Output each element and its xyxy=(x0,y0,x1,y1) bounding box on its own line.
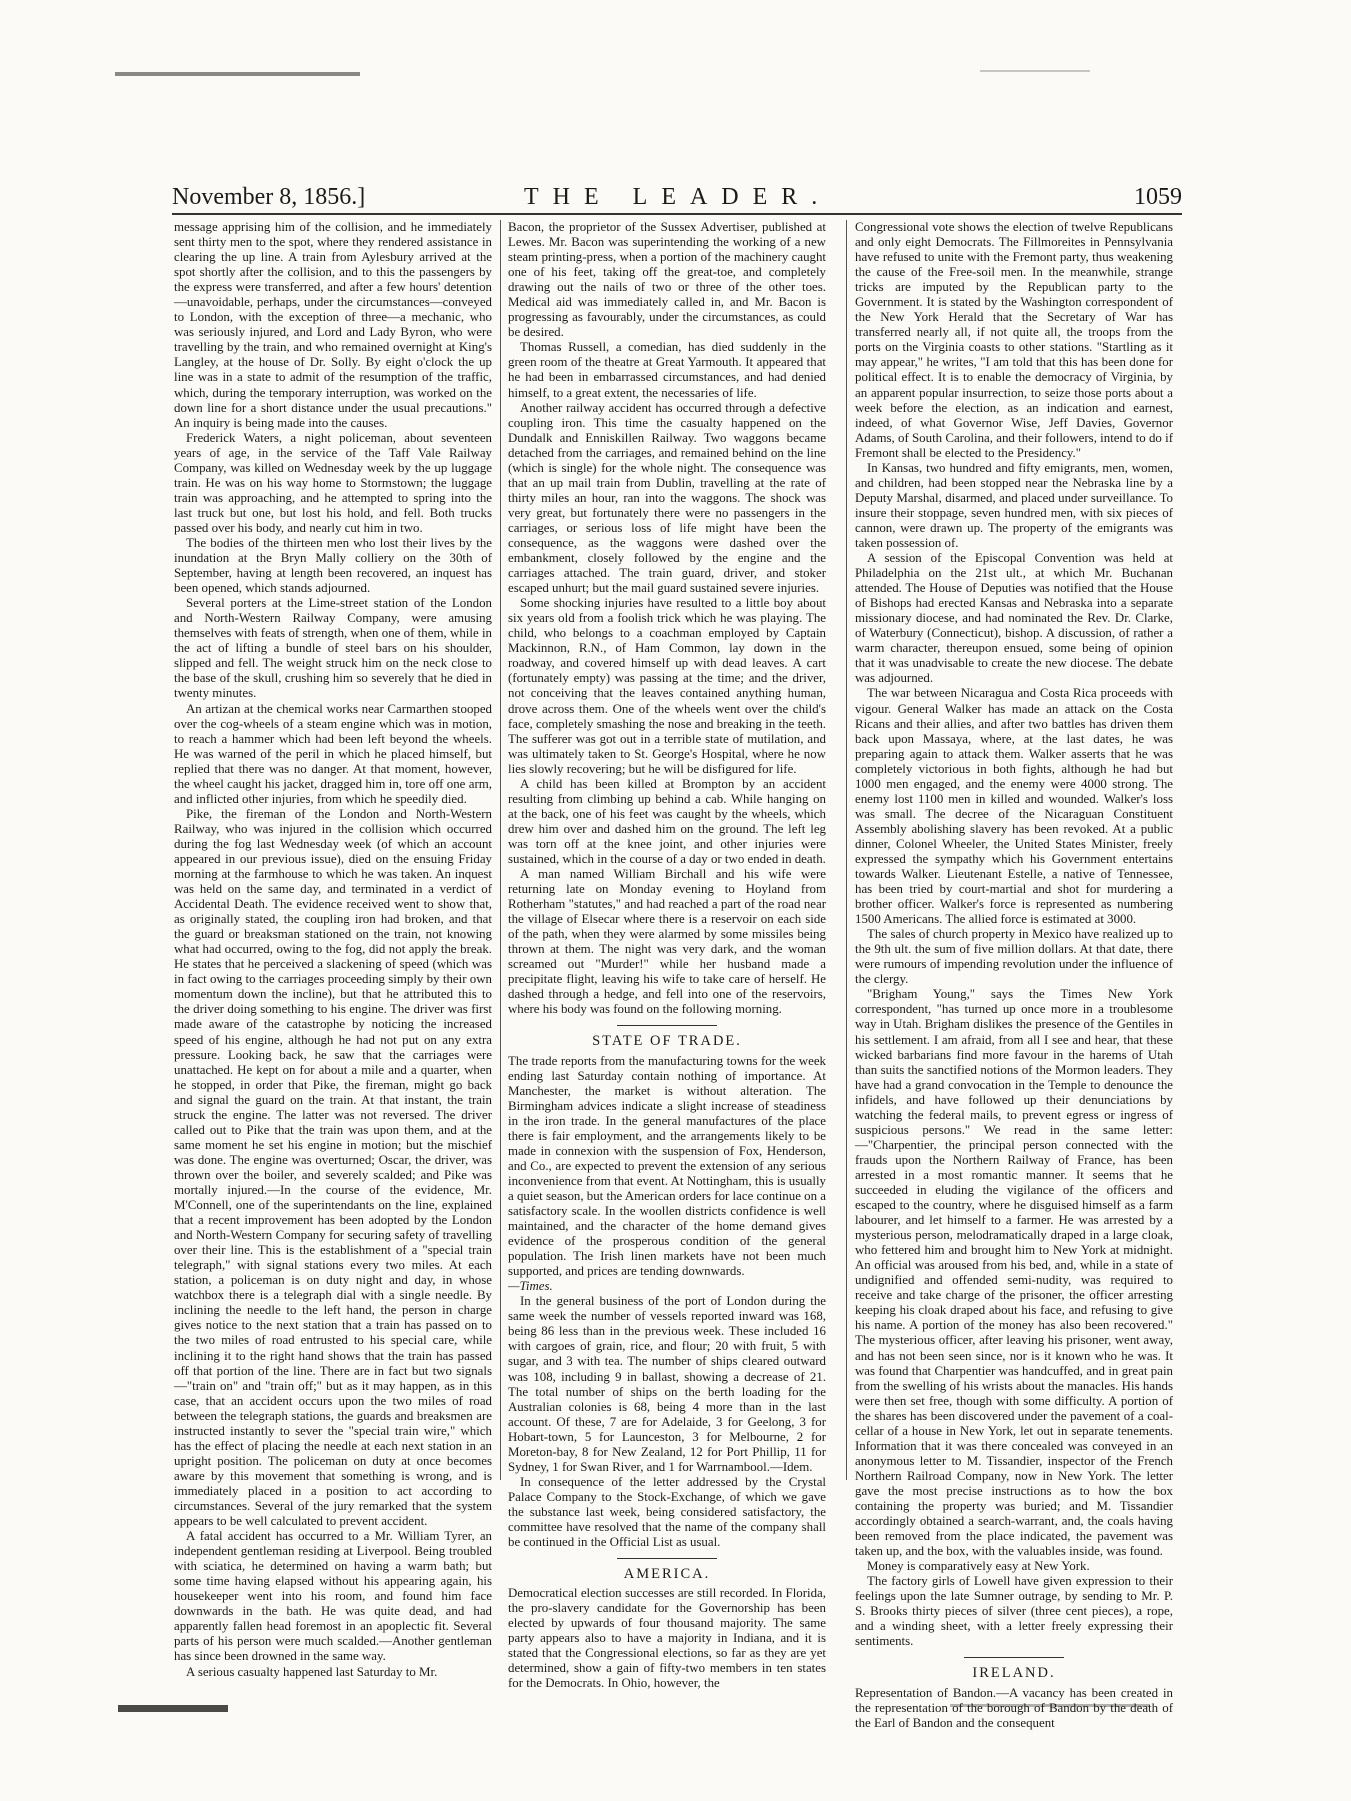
section-separator xyxy=(964,1657,1064,1658)
section-title-trade: STATE OF TRADE. xyxy=(592,1033,742,1050)
paragraph: A serious casualty happened last Saturday to Mr. xyxy=(186,1664,438,1679)
paragraph: The factory girls of Lowell have given expression to their feelings upon the late Sumner outrage, by sending to Mr. P. S. Brooks thirty pieces of silver (three cent pieces), a rope, and a winding sheet, with a letter freely expressing their sentiments. xyxy=(855,1574,1173,1649)
column-divider-1 xyxy=(500,220,501,1480)
paragraph: The war between Nicaragua and Costa Rica proceeds with vigour. General Walker has made an attack on the Costa Ricans and their allies, and after two battles has driven them back upon Massaya, where, at the last dates, he was preparing again to attack them. Walker asserts that he was completely victorious in both fights, although he had but 1000 men engaged, and the enemy were 4000 strong. The enemy lost 1100 men in killed and wounded. Walker's loss was small. The decree of the Nicaraguan Constituent Assembly abolishing slavery has been revoked. At a public dinner, Colonel Wheeler, the United States Minister, freely expressed the sympathy which his Government entertains towards Walker. Lieutenant Estelle, a native of Tennessee, has been tried by court-martial and shot for murdering a brother officer. Walker's force is represented as numbering 1500 Americans. The allied force is estimated at 3000. xyxy=(855,686,1173,927)
paragraph: message apprising him of the collision, and he immediately sent thirty men to the spot, where they rendered assistance in clearing the up line. A train from Aylesbury arrived at the spot shortly after the collision, and to this the passengers by the express were transferred, and after a few hours' detention—unavoidable, perhaps, under the circumstances—conveyed to London, with the exception of three—a mechanic, who was seriously injured, and Lord and Lady Byron, who were travelling by the train, and who remained overnight at King's Langley, at the house of Dr. Solly. By eight o'clock the up line was in a state to admit of the resumption of the traffic, which, during the temporary interruption, was worked on the down line for a short distance under the usual precautions." An inquiry is being made into the causes. xyxy=(174,220,492,430)
paragraph: Several porters at the Lime-street station of the London and North-Western Railway Company, were amusing themselves with feats of strength, when one of them, while in the act of lifting a bundle of steel bars on his shoulder, slipped and fell. The weight struck him on the neck close to the base of the skull, crushing him so severely that he died in twenty minutes. xyxy=(174,596,492,701)
header-rule xyxy=(172,213,1182,215)
paragraph: A man named William Birchall and his wife were returning late on Monday evening to Hoyland from Rotherham "statutes," and had reached a part of the road near the village of Elsecar where there is a reservoir on each side of the path, when they were alarmed by some missiles being thrown at them. The night was very dark, and the woman screamed out "Murder!" while her husband made a precipitate flight, leaving his wife to take care of herself. He dashed through a hedge, and fell into one of the reservoirs, where his body was found on the following morning. xyxy=(508,867,826,1017)
section-title-ireland: IRELAND. xyxy=(972,1665,1056,1682)
paragraph: A session of the Episcopal Convention was held at Philadelphia on the 21st ult., at which Mr. Buchanan attended. The House of Deputies was notified that the House of Bishops had erected Kansas and Nebraska into a separate missionary diocese, and had nominated the Rev. Dr. Clarke, of Waterbury (Connecticut), bishop. A discussion, of rather a warm character, thereupon ensued, some being of opinion that it was unadvisable to create the new diocese. The debate was adjourned. xyxy=(855,551,1173,686)
scan-smudge-top-right xyxy=(980,70,1090,72)
paragraph: Pike, the fireman of the London and North-Western Railway, who was injured in the collision which occurred during the fog last Wednesday week (of which an account appeared in our previous issue), died on the ensuing Friday morning at the farmhouse to which he was taken. An inquest was held on the same day, and terminated in a verdict of Accidental Death. The evidence received went to show that, as originally stated, the coupling iron had broken, and that the guard or breaksman stationed on the train, not knowing what had occurred, owing to the fog, did not apply the break. He states that he perceived a slackening of speed (which was in fact owing to the carriages proceeding simply by their own momentum down the incline), but that he attributed this to the driver doing something to his engine. The driver was first made aware of the catastrophe by noticing the increased speed of his engine, although he had not put on any extra pressure. Looking back, he saw that the carriages were unattached. He kept on for about a mile and a quarter, when he stopped, in order that Pike, the fireman, might go back and signal the guard on the train. At that instant, the train struck the engine. The latter was not reversed. The driver called out to Pike that the train was upon them, and at the same moment he set his engine in motion; but the mischief was done. The engine was overturned; Oscar, the driver, was thrown over the boiler, and severely scalded; and Pike was mortally injured.—In the course of the evidence, Mr. M'Connell, one of the superintendants on the line, explained that a recent improvement has been adopted by the London and North-Western Company for securing safety of travelling over their line. This is the establishment of a "special train telegraph," with signal stations every two miles. At each station, a policeman is on duty night and day, in whose watchbox there is a telegraph dial with a single needle. By inclining the needle to the left hand, the person in charge gives notice to the next station that a train has passed on to the two miles of road entrusted to his special care, while inclining it to the right hand shows that the train has passed off that portion of the line. There are in fact but two signals—"train on" and "train off;" but as it may happen, as in this case, that an accident occurs upon the two miles of road between the telegraph stations, the guards and breaksmen are instructed instantly to sever the "special train wire," which has the effect of placing the needle at each next station in an upright position. The policeman on duty at once becomes aware by this movement that something is wrong, and is immediately placed in a position to act according to circumstances. Several of the jury remarked that the system appears to be well calculated to prevent accident. xyxy=(174,806,492,1529)
source-byline: —Times. xyxy=(508,1279,553,1294)
paragraph: Bacon, the proprietor of the Sussex Advertiser, published at Lewes. Mr. Bacon was superintending the working of a new steam printing-press, when a portion of the machinery caught one of his feet, taking off the great-toe, and completely drawing out the nails of two or three of the other toes. Medical aid was immediately called in, and Mr. Bacon is progressing as favourably, under the circumstances, as could be desired. xyxy=(508,220,826,340)
paragraph: Some shocking injuries have resulted to a little boy about six years old from a foolish trick which he was playing. The child, who belongs to a coachman employed by Captain Mackinnon, R.N., of Ham Common, lay down in the roadway, and covered himself up with dead leaves. A cart (fortunately empty) was passing at the time; and the driver, not conceiving that the leaves contained anything human, drove across them. One of the wheels went over the child's face, completely smashing the nose and breaking in the teeth. The sufferer was got out in a terrible state of mutilation, and was ultimately taken to St. George's Hospital, where he now lies slowly recovering; but he will be disfigured for life. xyxy=(508,596,826,776)
paragraph: Thomas Russell, a comedian, has died suddenly in the green room of the theatre at Great Yarmouth. It appeared that he had been in embarrassed circumstances, and had denied himself, to a great extent, the necessaries of life. xyxy=(508,340,826,400)
section-title-america: AMERICA. xyxy=(623,1566,711,1583)
paragraph: Congressional vote shows the election of twelve Republicans and only eight Democrats. The Fillmoreites in Pennsylvania have refused to unite with the Fremont party, thus weakening the cause of the Free-soil men. In the meanwhile, strange tricks are imputed by the Republican party to the Government. It is stated by the Washington correspondent of the New York Herald that the Secretary of War has transferred nearly all, if not quite all, the troops from the ports on the Virginia coasts to other stations. "Startling as it may appear," he writes, "I am told that this has been done for political effect. It is to enable the democracy of Virginia, by an apparent popular insurrection, to seize those ports about a week before the election, as an indication and earnest, indeed, of what Governor Wise, Jeff Davies, Governor Adams, of South Carolina, and their followers, intend to do if Fremont shall be elected to the Presidency." xyxy=(855,220,1173,460)
paragraph: The sales of church property in Mexico have realized up to the 9th ult. the sum of five million dollars. At that date, there were rumours of impending revolution under the influence of the clergy. xyxy=(855,927,1173,987)
column-2 xyxy=(508,220,826,1691)
column-1 xyxy=(174,220,492,1680)
paragraph: An artizan at the chemical works near Carmarthen stooped over the cog-wheels of a steam engine which was in motion, to reach a hammer which had been left beyond the wheels. He was warned of the peril in which he placed himself, but replied that there was no danger. At that moment, however, the wheel caught his jacket, dragged him in, tore off one arm, and inflicted other injuries, from which he speedily died. xyxy=(174,701,492,806)
paragraph: Representation of Bandon.—A vacancy has been created in the representation of the borough of Bandon by the death of the Earl of Bandon and the consequent xyxy=(855,1685,1173,1730)
paragraph: In consequence of the letter addressed by the Crystal Palace Company to the Stock-Exchange, of which we gave the substance last week, being considered satisfactory, the committee have resolved that the name of the company shall be continued in the Official List as usual. xyxy=(508,1474,826,1550)
column-divider-2 xyxy=(846,220,847,1480)
scan-smudge-bottom xyxy=(118,1705,228,1712)
paragraph: The trade reports from the manufacturing towns for the week ending last Saturday contain nothing of importance. At Manchester, the market is without alteration. The Birmingham advices indicate a slight increase of steadiness in the iron trade. In the general manufactures of the place there is fair employment, and the arrangements likely to be made in connexion with the suspension of Fox, Henderson, and Co., are expected to prevent the extension of any serious inconvenience from that event. At Nottingham, this is usually a quiet season, but the American orders for lace continue on a satisfactory scale. In the woollen districts confidence is well maintained, and the character of the home demand gives evidence of the prosperous condition of the general population. The Irish linen markets have not been much supported, and prices are tending downwards. xyxy=(508,1053,826,1279)
paragraph: "Brigham Young," says the Times New York correspondent, "has turned up once more in a troublesome way in Utah. Brigham dislikes the presence of the Gentiles in his settlement. I am afraid, from all I see and hear, that these wicked barbarians find more favour in the harems of Utah than suits the sanctified notions of the Mormon leaders. They have had a grand convocation in the Temple to denounce the infidels, and have followed up their denunciations by watching the federal mails, to prevent egress or ingress of suspicious persons." We read in the same letter:—"Charpentier, the principal person connected with the frauds upon the Northern Railway of France, has been arrested in a most romantic manner. It seems that he succeeded in eluding the vigilance of the officers and escaped to the country, where he disguised himself as a farm labourer, and let himself to a farmer. He was arrested by a mysterious person, melodramatically draped in a large cloak, who fettered him and brought him to New York at midnight. An official was aroused from his bed, and, while in a state of undignified and offended semi-nudity, was required to receive and take charge of the prisoner, the officer arresting keeping his cloak draped about his face, and refusing to give his name. A portion of the money has also been recovered." The mysterious officer, after leaving his prisoner, went away, and has not been seen since, nor is it known who he was. It was found that Charpentier was handcuffed, and in great pain from the swelling of his wrists about the manacles. His hands were then set free, though with some difficulty. A portion of the shares has been discovered under the pavement of a coal-cellar of a house in New York, let out in separate tenements. Information that it was there concealed was conveyed in an anonymous letter to M. Tissandier, inspector of the French Northern Railroad Company, now in New York. The letter gave the most precise instructions as to how the box containing the property was buried; and M. Tissandier accordingly obtained a search-warrant, and, the coals having been removed from the place indicated, the pavement was taken up, and the box, with the valuables inside, was found. xyxy=(855,987,1173,1559)
paragraph: Frederick Waters, a night policeman, about seventeen years of age, in the service of the Taff Vale Railway Company, was killed on Wednesday week by the up luggage train. He was on his way home to Stormstown; the luggage train was approaching, and he attempted to spring into the last truck but one, but lost his hold, and fell. Both trucks passed over his body, and nearly cut him in two. xyxy=(174,430,492,535)
paragraph: Money is comparatively easy at New York. xyxy=(867,1559,1090,1574)
page-header xyxy=(172,184,1182,214)
scan-smudge-top xyxy=(115,72,360,76)
paragraph: Another railway accident has occurred through a defective coupling iron. This time the casualty happened on the Dundalk and Enniskillen Railway. Two waggons became detached from the carriages, and remained behind on the line (which is single) for the whole night. The consequence was that an up mail train from Dublin, travelling at the rate of thirty miles an hour, ran into the waggons. The shock was very great, but fortunately there were no passengers in the carriages, or serious loss of life might have been the consequence, as the waggons were dashed over the embankment, closely followed by the engine and the carriages attached. The train guard, driver, and stoker escaped unhurt; but the mail guard sustained severe injuries. xyxy=(508,400,826,596)
paragraph: Democratical election successes are still recorded. In Florida, the pro-slavery candidate for the Governorship has been elected by upwards of four thousand majority. The same party appears also to have a majority in Indiana, and it is stated that the Congressional elections, so far as they are yet determined, show a gain of fifty-two members in ten states for the Democrats. In Ohio, however, the xyxy=(508,1586,826,1691)
paragraph: In the general business of the port of London during the same week the number of vessels reported inward was 168, being 86 less than in the previous week. These included 16 with cargoes of grain, rice, and flour; 20 with fruit, 5 with sugar, and 3 with tea. The number of ships cleared outward was 108, including 9 in ballast, showing a decrease of 21. The total number of ships on the berth loading for the Australian colonies is 68, being 4 more than in the last account. Of these, 7 are for Adelaide, 3 for Geelong, 3 for Hobart-town, 5 for Launceston, 3 for Melbourne, 2 for Moreton-bay, 8 for New Zealand, 12 for Port Phillip, 11 for Sydney, 1 for Swan River, and 1 for Warrnambool.—Idem. xyxy=(508,1294,826,1474)
paragraph: The bodies of the thirteen men who lost their lives by the inundation at the Bryn Mally colliery on the 30th of September, having at length been recovered, an inquest has been opened, which stands adjourned. xyxy=(174,535,492,596)
newspaper-title: THE LEADER. xyxy=(524,184,832,210)
page-number: 1059 xyxy=(1134,184,1182,210)
issue-date: November 8, 1856.] xyxy=(172,184,366,210)
column-3 xyxy=(855,220,1173,1731)
paragraph: In Kansas, two hundred and fifty emigrants, men, women, and children, had been stopped near the Nebraska line by a Deputy Marshal, disarmed, and placed under surveillance. To insure their stoppage, seven hundred men, with six pieces of cannon, were drawn up. The property of the emigrants was taken possession of. xyxy=(855,460,1173,550)
section-separator xyxy=(617,1025,717,1026)
paragraph: A child has been killed at Brompton by an accident resulting from climbing up behind a cab. While hanging on at the back, one of his feet was caught by the wheels, which drew him over and dashed him on the ground. The left leg was torn off at the knee joint, and other injuries were sustained, which in the course of a day or two ended in death. xyxy=(508,776,826,866)
paragraph: A fatal accident has occurred to a Mr. William Tyrer, an independent gentleman residing at Liverpool. Being troubled with sciatica, he determined on having a warm bath; but some time having elapsed without his appearing again, his housekeeper went into his room, and found him face downwards in the bath. He was quite dead, and had apparently fallen head foremost in an apoplectic fit. Several parts of his person were much scalded.—Another gentleman has since been drowned in the same way. xyxy=(174,1529,492,1664)
section-separator xyxy=(617,1558,717,1559)
